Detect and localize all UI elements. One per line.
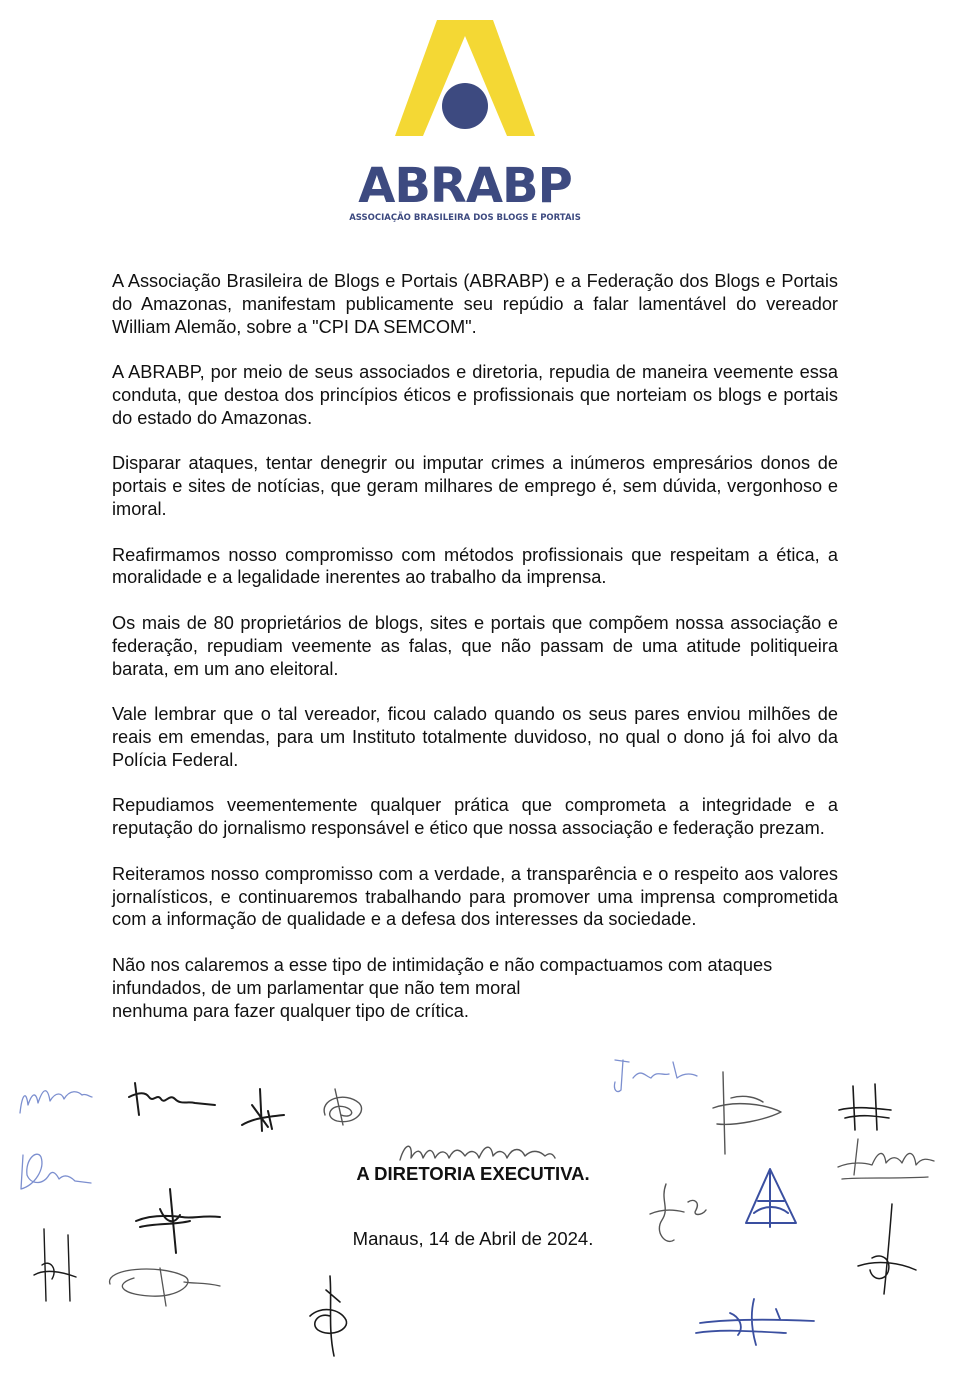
- signature-top-right-3: [835, 1080, 895, 1135]
- signoff: A DIRETORIA EXECUTIVA.: [356, 1163, 590, 1184]
- logo-a-mark-icon: [395, 18, 535, 143]
- logo-subtitle: ASSOCIAÇÃO BRASILEIRA DOS BLOGS E PORTAIS: [349, 213, 581, 223]
- closing-line-2: infundados, de um parlamentar que não tem moral: [112, 977, 521, 998]
- signature-top-left-4: [315, 1085, 370, 1130]
- signature-top-right-2: [705, 1068, 785, 1158]
- paragraph-5: Os mais de 80 proprietários de blogs, sites e portais que compõem nossa associação e federação, repudiam veemente as falas, que não passam de uma atitude politiqueira barata, em um ano eleitoral.: [112, 612, 838, 679]
- dateline: Manaus, 14 de Abril de 2024.: [352, 1228, 594, 1249]
- signature-mid-right: [832, 1135, 937, 1185]
- closing-line-1: Não nos calaremos a esse tipo de intimidação e não compactuamos com ataques: [112, 954, 773, 975]
- closing-line-3: nenhuma para fazer qualquer tipo de crítica.: [112, 1000, 469, 1021]
- paragraph-2: A ABRABP, por meio de seus associados e diretoria, repudia de maneira veemente essa conduta, que destoa dos princípios éticos e profissionais que norteiam os blogs e portais do estado do Amazonas.: [112, 362, 838, 428]
- signature-center-cursive: [395, 1138, 560, 1168]
- paragraph-6: Vale lembrar que o tal vereador, ficou calado quando os seus pares enviou milhões de reais em emendas, para um Instituto totalmente duvidoso, no qual o dono já foi alvo da Polícia Federal.: [112, 704, 838, 770]
- signature-bottom-left-1: [30, 1225, 80, 1305]
- paragraph-8: Reiteramos nosso compromisso com a verdade, a transparência e o respeito aos valores jornalísticos, e continuaremos trabalhando para promover uma imprensa comprometida com a informação de qualidade e a defesa dos interesses da sociedade.: [112, 863, 838, 930]
- signature-bottom-right-1: [852, 1200, 922, 1298]
- paragraph-3: Disparar ataques, tentar denegrir ou imputar crimes a inúmeros empresários donos de portais e sites de notícias, que geram milhares de emprego é, sem dúvida, vergonhoso e imoral.: [112, 453, 838, 519]
- closing-paragraph: [112, 954, 838, 1022]
- paragraph-7: Repudiamos veementemente qualquer prática que comprometa a integridade e a reputação do jornalismo responsável e ético que nossa associação e federação prezam.: [112, 795, 838, 839]
- signature-mid-left: [15, 1145, 95, 1195]
- logo-wordmark: ABRABP: [358, 158, 572, 214]
- signature-bottom-center: [300, 1272, 360, 1360]
- signature-bottom-right-2: [690, 1295, 820, 1350]
- paragraph-1: A Associação Brasileira de Blogs e Portais (ABRABP) e a Federação dos Blogs e Portais do Amazonas, manifestam publicamente seu repúdio a falar lamentável do vereador William Alemão, sobre a "CPI DA SEMCOM".: [112, 271, 838, 337]
- signature-bottom-left-2: [100, 1260, 225, 1310]
- abrabp-logo: [340, 18, 590, 223]
- signature-mid-right-3: [740, 1165, 802, 1230]
- signature-mid-left-2: [130, 1185, 225, 1257]
- signature-top-right-1: [605, 1052, 700, 1097]
- paragraph-4: Reafirmamos nosso compromisso com métodos profissionais que respeitam a ética, a moralidade e a legalidade inerentes ao trabalho da imprensa.: [112, 544, 838, 588]
- signature-top-left-3: [238, 1085, 288, 1135]
- signature-top-left-1: [16, 1075, 96, 1120]
- letter-body: [112, 270, 838, 1045]
- signature-top-left-2: [125, 1075, 220, 1120]
- signature-mid-right-2: [640, 1180, 710, 1250]
